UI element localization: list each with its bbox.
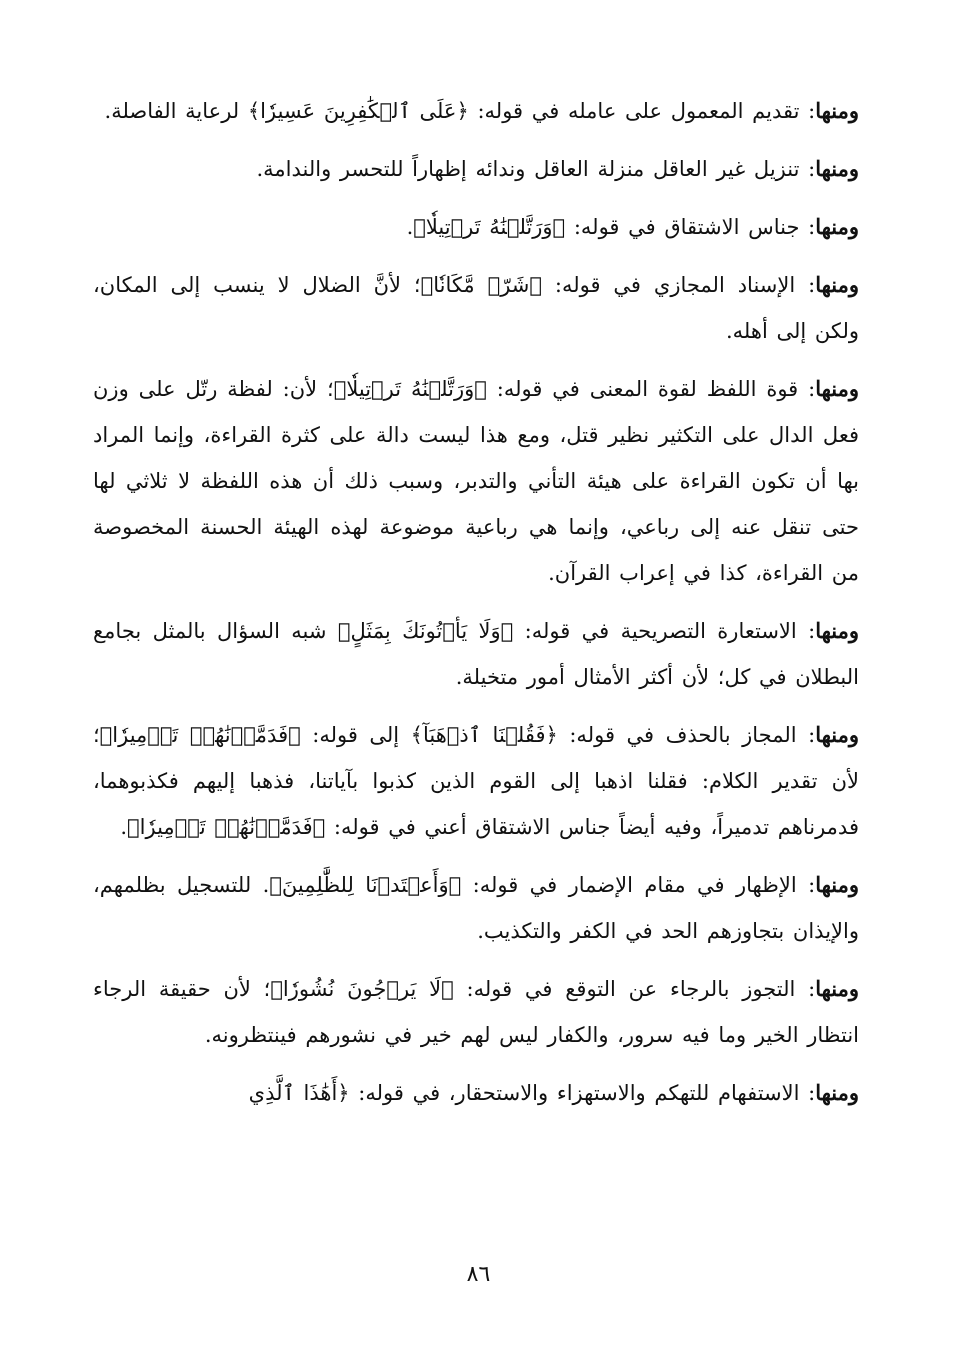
paragraph-text: : الاستعارة التصريحية في قوله: xyxy=(513,619,816,643)
paragraph-text: ؛ لأنَّ الضلال لا ينسب إلى المكان، ولكن إلى أهله. xyxy=(93,273,859,343)
paragraph-lead: ومنها xyxy=(815,156,859,181)
paragraph-text: ؛ لأن: لفظة رتّل على وزن فعل الدال على التكثير نظير قتل، ومع هذا ليست دالة على كثرة القراءة، وإنما المراد بها أن تكون القراءة على هيئة التأني والتدبر، وسبب ذلك أن هذه اللفظة لا ثلاثي لها حتى تنقل عنه إلى رباعي، وإنما هي رباعية موضوعة لهذه الهيئة الحسنة المخصوصة من القراءة، كذا في إعراب القرآن. xyxy=(93,377,859,585)
page-body xyxy=(93,88,859,1128)
paragraph-text: : التجوز بالرجاء عن التوقع في قوله: xyxy=(453,977,816,1001)
paragraph-text: : المجاز بالحذف في قوله: xyxy=(557,723,816,747)
paragraph-1 xyxy=(93,88,859,134)
quran-verse: ﴿وَأَعۡتَدۡنَا لِلظَّٰلِمِينَ﴾ xyxy=(269,873,462,897)
paragraph-lead: ومنها xyxy=(815,376,859,401)
quran-verse: ﴿وَرَتَّلۡنَٰهُ تَرۡتِيلٗا﴾ xyxy=(413,215,566,239)
paragraph-text: . للتسجيل بظلمهم، والإيذان بتجاوزهم الحد في الكفر والتكذيب. xyxy=(93,873,859,943)
paragraph-text: ؛ لأن حقيقة الرجاء انتظار الخير وما فيه سرور، والكفار ليس لهم خير في نشورهم فينتظرونه. xyxy=(93,977,859,1047)
paragraph-text: : قوة اللفظ لقوة المعنى في قوله: xyxy=(486,377,816,401)
paragraph-lead: ومنها xyxy=(815,618,859,643)
paragraph-text: : جناس الاشتقاق في قوله: xyxy=(565,215,816,239)
page-number: ٨٦ xyxy=(466,1262,491,1287)
quran-verse: ﴿لَا يَرۡجُونَ نُشُورٗا﴾ xyxy=(270,977,454,1001)
paragraph-text: : الإظهار في مقام الإضمار في قوله: xyxy=(461,873,816,897)
paragraph-lead: ومنها xyxy=(815,272,859,297)
paragraph-6 xyxy=(93,608,859,700)
paragraph-lead: ومنها xyxy=(815,98,859,123)
paragraph-text: : الاستفهام للتهكم والاستهزاء والاستحقار، في قوله: xyxy=(349,1081,816,1105)
paragraph-text: إلى قوله: ﴿فَدَمَّرۡنَٰهُمۡ تَدۡمِيرٗا﴾؛ لأن تقدير الكلام: فقلنا اذهبا إلى القوم الذين كذبوا بآياتنا، فذهبا إليهم فكذبوهما، فدمرناهم تدميراً، وفيه أيضاً جناس الاشتقاق أعني في قوله: ﴿فَدَمَّرۡنَٰهُمۡ تَدۡمِيرٗا﴾. xyxy=(93,723,859,839)
paragraph-lead: ومنها xyxy=(815,1080,859,1105)
quran-verse: ﴿عَلَى ٱلۡكَٰفِرِينَ عَسِيرٗا﴾ xyxy=(247,99,469,123)
paragraph-4 xyxy=(93,262,859,354)
quran-verse: ﴿شَرّٞ مَّكَانٗا﴾ xyxy=(420,273,542,297)
paragraph-lead: ومنها xyxy=(815,872,859,897)
paragraph-text: : الإسناد المجازي في قوله: xyxy=(541,273,816,297)
paragraph-8 xyxy=(93,862,859,954)
paragraph-text: : تقديم المعمول على عامله في قوله: xyxy=(468,99,816,123)
paragraph-lead: ومنها xyxy=(815,722,859,747)
paragraph-2 xyxy=(93,146,859,192)
paragraph-3 xyxy=(93,204,859,250)
paragraph-5 xyxy=(93,366,859,596)
quran-verse: ﴿وَلَا يَأۡتُونَكَ بِمَثَلٍ﴾ xyxy=(337,619,514,643)
quran-verse: ﴿أَهَٰذَا ٱلَّذِي xyxy=(248,1081,350,1105)
quran-verse: ﴿فَقُلۡنَا ٱذۡهَبَآ﴾ xyxy=(410,723,558,747)
paragraph-text: لرعاية الفاصلة. xyxy=(104,99,248,123)
paragraph-text: . xyxy=(406,215,414,239)
paragraph-9 xyxy=(93,966,859,1058)
paragraph-lead: ومنها xyxy=(815,976,859,1001)
quran-verse: ﴿وَرَتَّلۡنَٰهُ تَرۡتِيلٗا﴾ xyxy=(333,377,487,401)
paragraph-lead: ومنها xyxy=(815,214,859,239)
paragraph-7 xyxy=(93,712,859,850)
paragraph-10 xyxy=(93,1070,859,1116)
paragraph-text: : تنزيل غير العاقل منزلة العاقل وندائه إظهاراً للتحسر والندامة. xyxy=(256,157,816,181)
paragraph-text: شبه السؤال بالمثل بجامع البطلان في كل؛ لأن أكثر الأمثال أمور متخيلة. xyxy=(93,619,859,689)
